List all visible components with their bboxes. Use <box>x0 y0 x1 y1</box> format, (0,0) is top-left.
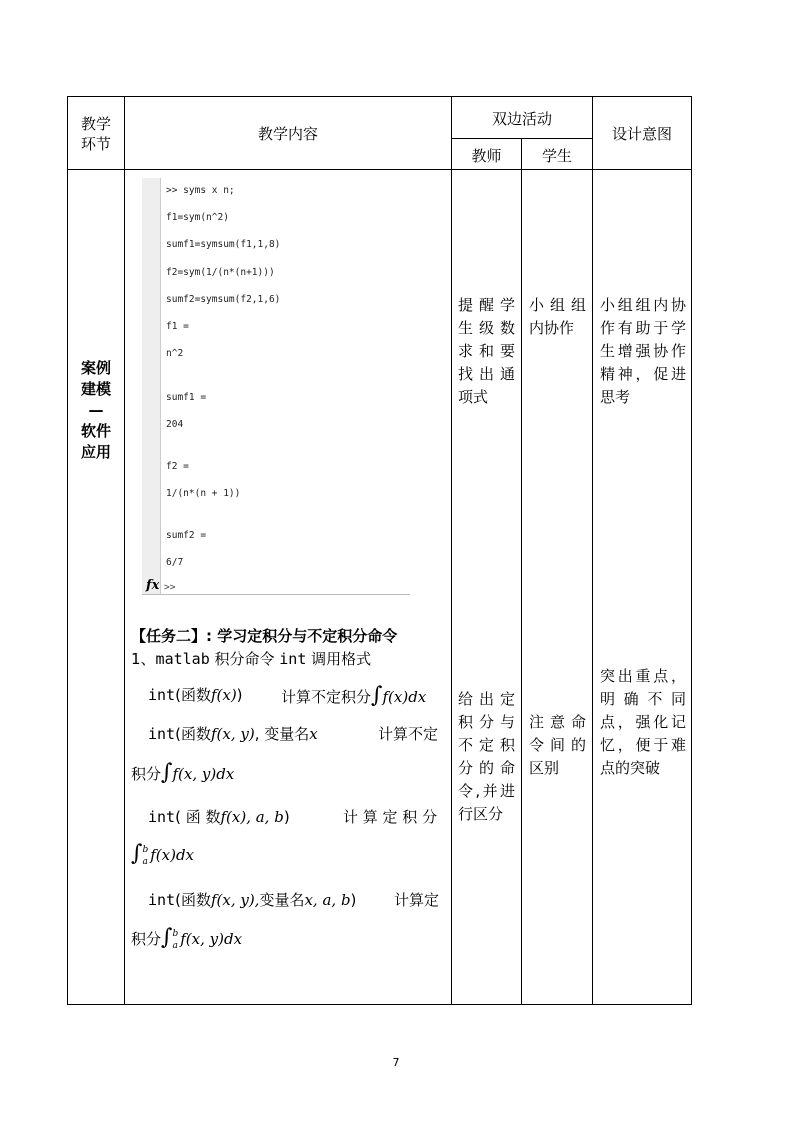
int-item-1-desc: 计算不定积分∫f(x)dx <box>281 683 427 708</box>
matlab-line: 6/7 <box>166 557 184 568</box>
fx-icon: fx <box>146 578 160 593</box>
matlab-line: sumf1 = <box>166 392 207 403</box>
int-item-2: int(函数f(x, y), 变量名x <box>148 725 318 743</box>
row1-student: 小组组 内协作 <box>529 296 586 337</box>
matlab-line: n^2 <box>166 348 184 359</box>
int-item-4-desc2: 积分∫b a f(x, y)dx <box>131 925 243 951</box>
row2-student: 注意命 令间的 区别 <box>529 713 586 777</box>
header-teacher: 教师 <box>471 147 502 165</box>
matlab-line: sumf2=symsum(f2,1,6) <box>166 294 281 305</box>
matlab-line: sumf1=symsum(f1,1,8) <box>166 239 281 250</box>
matlab-line: >> syms x n; <box>166 185 235 196</box>
header-bilateral: 双边活动 <box>491 110 552 128</box>
header-content: 教学内容 <box>257 125 318 143</box>
matlab-line: f1 = <box>166 321 189 332</box>
row1-design: 小组组内协 作有助于学 生增强协作 精神，促进 思考 <box>600 296 686 406</box>
int-item-2-desc: 计算不定 <box>378 725 439 743</box>
page-number: 7 <box>392 1056 400 1069</box>
matlab-line: 1/(n*(n + 1)) <box>166 488 241 499</box>
matlab-line: 204 <box>166 419 184 430</box>
header-stage: 教学 环节 <box>80 115 111 153</box>
int-item-3-desc: 计 算 定 积 分 <box>343 808 438 826</box>
row2-teacher: 给出定 积分与 不定积 分的命 令,并进 行区分 <box>458 690 515 823</box>
matlab-line: f2 = <box>166 461 189 472</box>
int-item-2-desc2: 积分∫f(x, y)dx <box>131 760 235 785</box>
matlab-line: f1=sym(n^2) <box>166 212 229 223</box>
header-design: 设计意图 <box>611 125 672 143</box>
stage-label: 案例 建模 — 软件 应用 <box>80 359 111 461</box>
header-student: 学生 <box>541 147 572 165</box>
row1-teacher: 提醒学 生级数 求和要 找出通 项式 <box>458 296 515 406</box>
task2-title: 【任务二】: 学习定积分与不定积分命令 <box>131 627 398 645</box>
matlab-line: f2=sym(1/(n*(n+1))) <box>166 267 275 278</box>
int-item-3: int( 函 数f(x), a, b) <box>148 808 290 826</box>
row2-design: 突出重点， 明确不同 点，强化记 忆，便于难 点的突破 <box>600 667 686 777</box>
int-item-3-integral: ∫b a f(x)dx <box>131 841 195 867</box>
matlab-line: sumf2 = <box>166 530 207 541</box>
int-item-4: int(函数f(x, y),变量名x, a, b) <box>148 891 357 909</box>
int-item-4-desc: 计算定 <box>394 891 440 909</box>
int-item-1: int(函数f(x)) <box>148 686 243 704</box>
task2-intro: 1、matlab 积分命令 int 调用格式 <box>131 650 372 668</box>
matlab-prompt: >> <box>164 582 176 593</box>
